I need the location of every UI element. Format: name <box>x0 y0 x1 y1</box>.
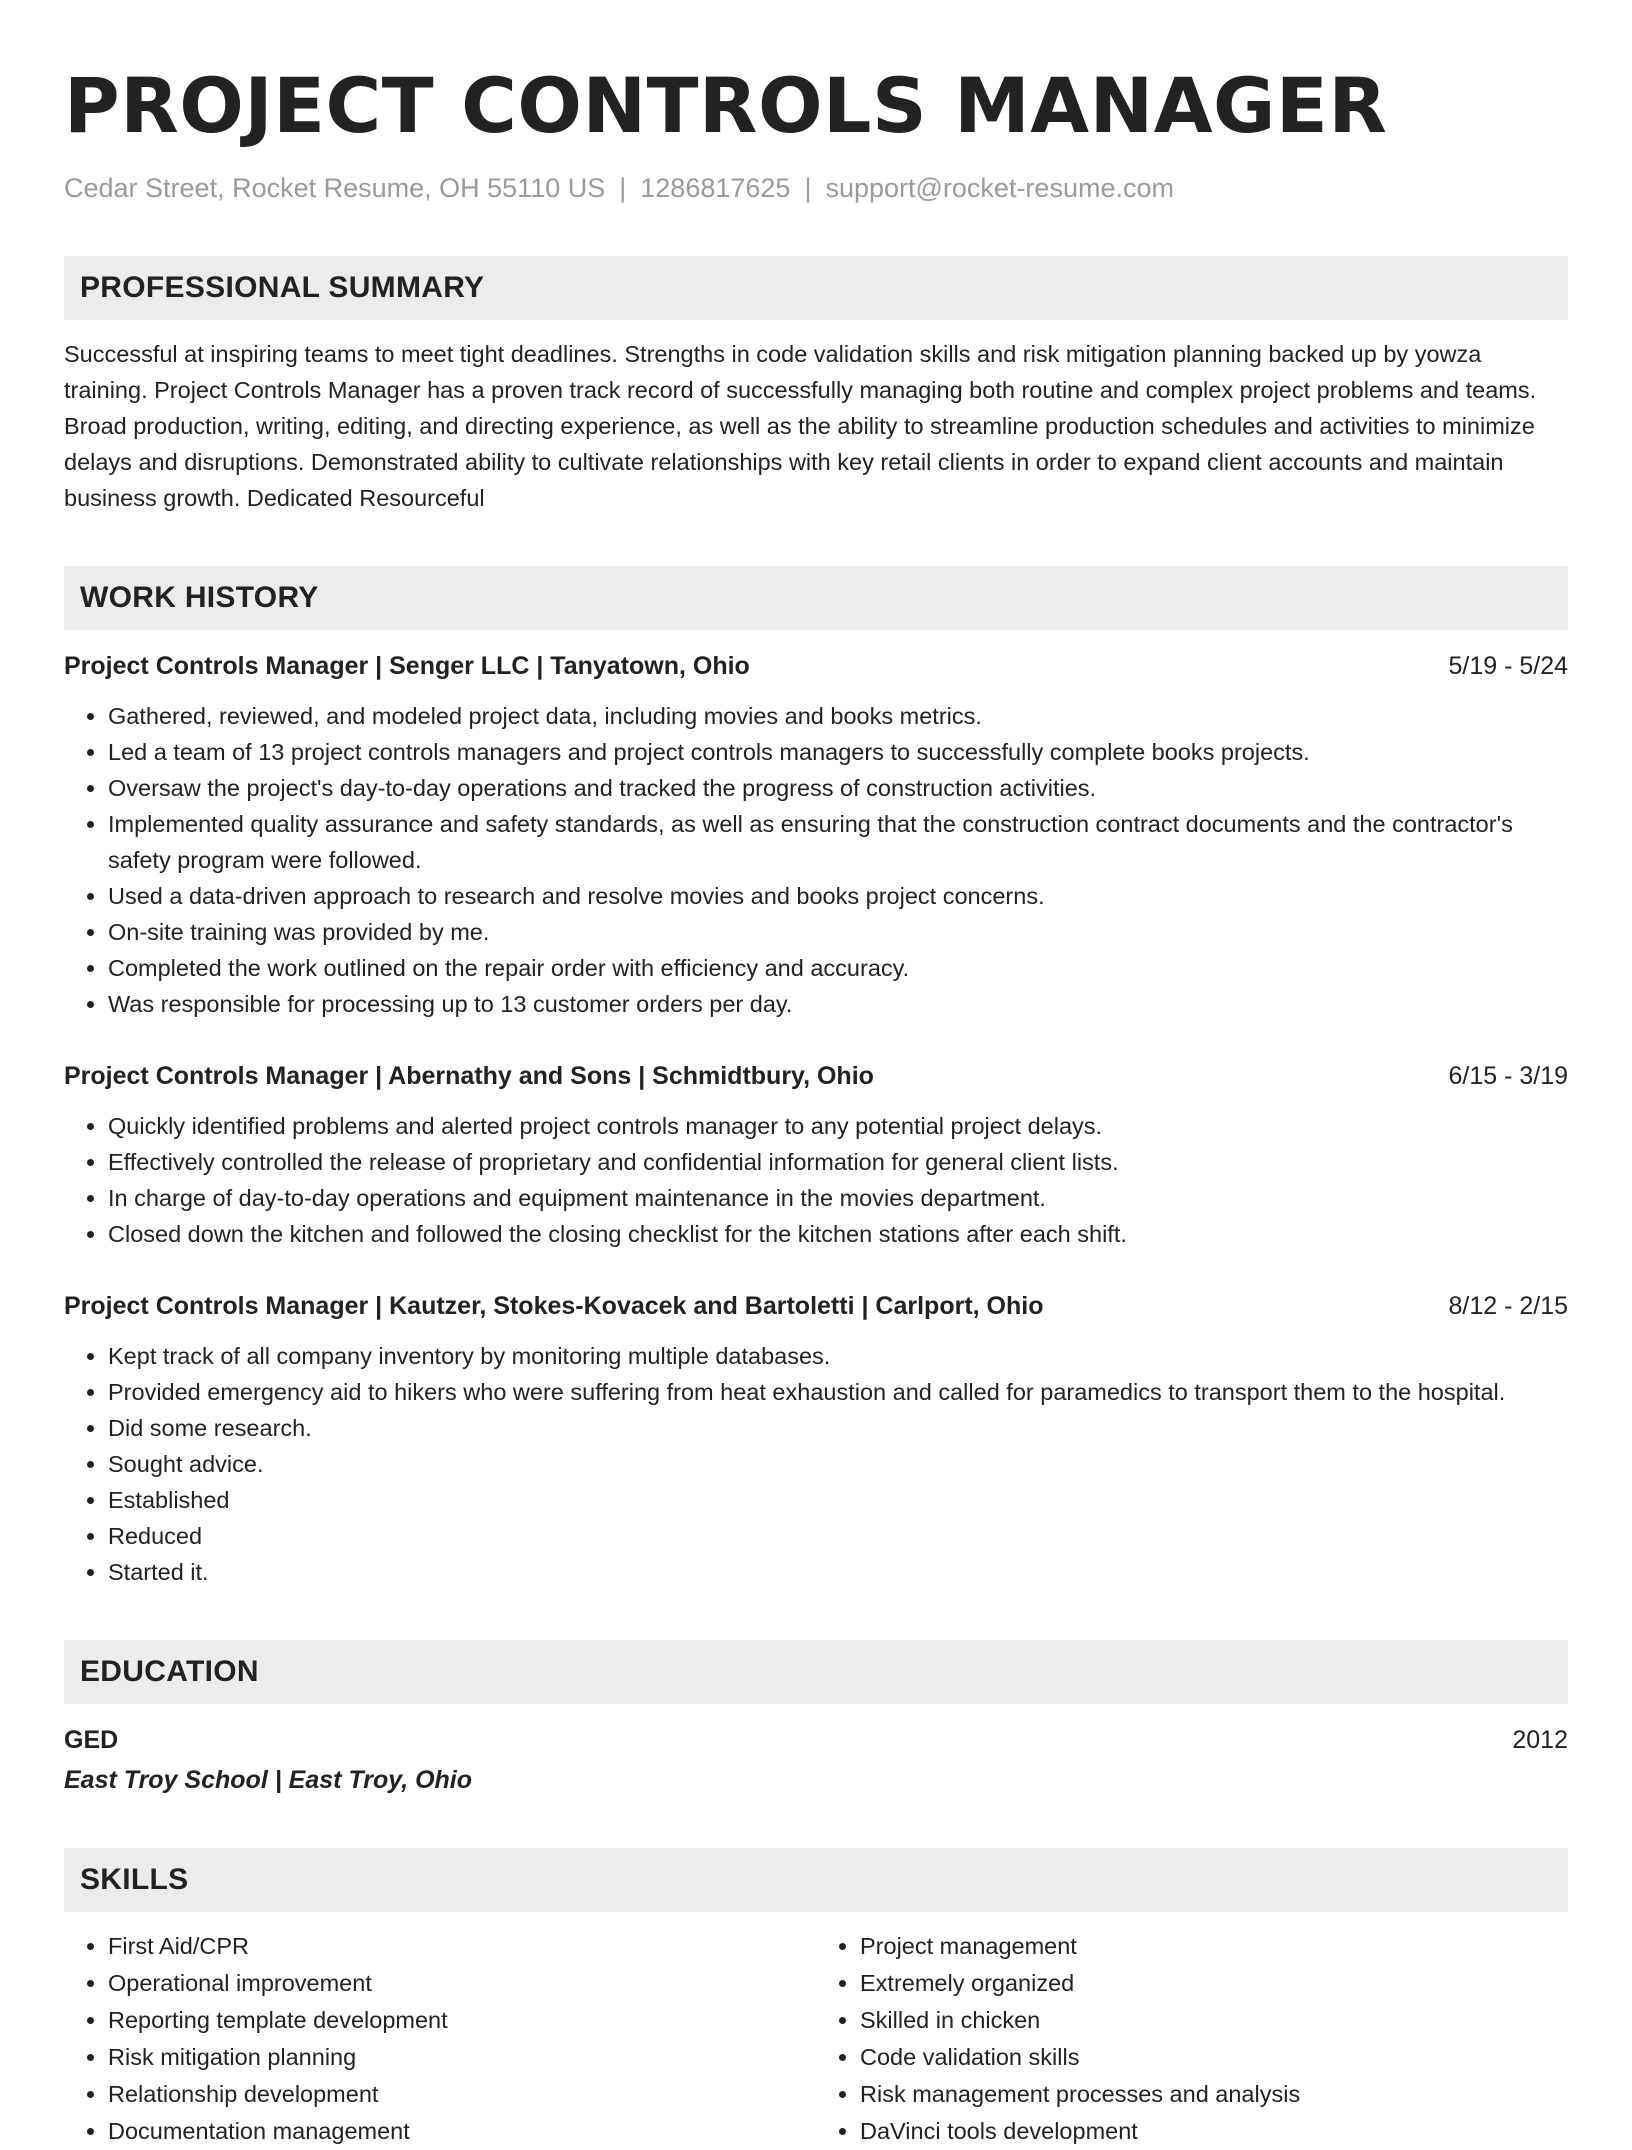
contact-line <box>64 170 1568 206</box>
job-dates: 6/15 - 3/19 <box>1448 1062 1568 1090</box>
job-bullet: • Started it. <box>108 1554 1568 1590</box>
skills-column-left <box>64 1928 816 2150</box>
job-bullet: • Closed down the kitchen and followed the closing checklist for the kitchen stations after each shift. <box>108 1216 1568 1252</box>
education-school: East Troy School | East Troy, Ohio <box>64 1766 473 1794</box>
job-bullet: • In charge of day-to-day operations and equipment maintenance in the movies department. <box>108 1180 1568 1216</box>
job-bullet: • Quickly identified problems and alerted project controls manager to any potential project delays. <box>108 1108 1568 1144</box>
job-bullet: • Gathered, reviewed, and modeled project data, including movies and books metrics. <box>108 698 1568 734</box>
job-bullet: • Led a team of 13 project controls managers and project controls managers to successfully complete books projects. <box>108 734 1568 770</box>
job-bullet: • Established <box>108 1482 1568 1518</box>
skill-item: • Documentation management <box>108 2113 816 2150</box>
job-bullet: • Did some research. <box>108 1410 1568 1446</box>
skill-item: • Code validation skills <box>860 2039 1568 2076</box>
skills-heading: SKILLS <box>64 1848 1568 1912</box>
skill-item: • Reporting template development <box>108 2002 816 2039</box>
summary-text: Successful at inspiring teams to meet tight deadlines. Strengths in code validation skills and risk mitigation planning backed up by yowza training. Project Controls Manager has a proven track record of successfully managing both routine and complex project problems and teams. Broad production, writing, editing, and directing experience, as well as the ability to streamline production schedules and activities to minimize delays and disruptions. Demonstrated ability to cultivate relationships with key retail clients in order to expand client accounts and maintain business growth. Dedicated Resourceful <box>64 341 1537 511</box>
skills-list <box>64 1928 1568 2150</box>
skill-item: • Extremely organized <box>860 1965 1568 2002</box>
skill-item: • Relationship development <box>108 2076 816 2113</box>
job-entry <box>64 648 1568 1022</box>
contact-email: support@rocket-resume.com <box>825 173 1174 203</box>
job-bullets <box>64 1108 1568 1252</box>
skill-item: • Operational improvement <box>108 1965 816 2002</box>
job-bullet: • Completed the work outlined on the repair order with efficiency and accuracy. <box>108 950 1568 986</box>
job-bullet: • Kept track of all company inventory by monitoring multiple databases. <box>108 1338 1568 1374</box>
job-bullet: • Reduced <box>108 1518 1568 1554</box>
education-degree: GED <box>64 1726 119 1754</box>
contact-phone: 1286817625 <box>640 173 791 203</box>
skill-item: • First Aid/CPR <box>108 1928 816 1965</box>
job-title: Project Controls Manager | Kautzer, Stokes-Kovacek and Bartoletti | Carlport, Ohio <box>64 1292 1044 1320</box>
skill-item: • Risk management processes and analysis <box>860 2076 1568 2113</box>
education-heading: EDUCATION <box>64 1640 1568 1704</box>
skills-column-right <box>816 1928 1568 2150</box>
job-bullets <box>64 1338 1568 1590</box>
contact-separator: | <box>619 173 627 203</box>
job-bullet: • Effectively controlled the release of proprietary and confidential information for general client lists. <box>108 1144 1568 1180</box>
job-bullet: • Sought advice. <box>108 1446 1568 1482</box>
job-header <box>64 1058 1568 1094</box>
job-dates: 5/19 - 5/24 <box>1448 652 1568 680</box>
job-bullets <box>64 698 1568 1022</box>
job-bullet: • Used a data-driven approach to research and resolve movies and books project concerns. <box>108 878 1568 914</box>
skill-item: • Project management <box>860 1928 1568 1965</box>
job-entry <box>64 1288 1568 1590</box>
job-bullet: • Implemented quality assurance and safety standards, as well as ensuring that the construction contract documents and the contractor's safety program were followed. <box>108 806 1568 878</box>
work-history-heading: WORK HISTORY <box>64 566 1568 630</box>
job-bullet: • Provided emergency aid to hikers who were suffering from heat exhaustion and called for paramedics to transport them to the hospital. <box>108 1374 1568 1410</box>
skill-item: • Risk mitigation planning <box>108 2039 816 2076</box>
job-title: Project Controls Manager | Abernathy and Sons | Schmidtbury, Ohio <box>64 1062 874 1090</box>
job-bullet: • On-site training was provided by me. <box>108 914 1568 950</box>
job-dates: 8/12 - 2/15 <box>1448 1292 1568 1320</box>
skill-item: • Skilled in chicken <box>860 2002 1568 2039</box>
education-entry <box>64 1722 1568 1758</box>
job-header <box>64 648 1568 684</box>
job-entry <box>64 1058 1568 1252</box>
summary-heading: PROFESSIONAL SUMMARY <box>64 256 1568 320</box>
contact-separator: | <box>804 173 812 203</box>
job-header <box>64 1288 1568 1324</box>
job-bullet: • Was responsible for processing up to 13 customer orders per day. <box>108 986 1568 1022</box>
education-year: 2012 <box>1512 1726 1568 1754</box>
resume-name: PROJECT CONTROLS MANAGER <box>64 61 1388 150</box>
contact-address: Cedar Street, Rocket Resume, OH 55110 US <box>64 173 606 203</box>
job-title: Project Controls Manager | Senger LLC | Tanyatown, Ohio <box>64 652 750 680</box>
job-bullet: • Oversaw the project's day-to-day operations and tracked the progress of construction activities. <box>108 770 1568 806</box>
skill-item: • DaVinci tools development <box>860 2113 1568 2150</box>
